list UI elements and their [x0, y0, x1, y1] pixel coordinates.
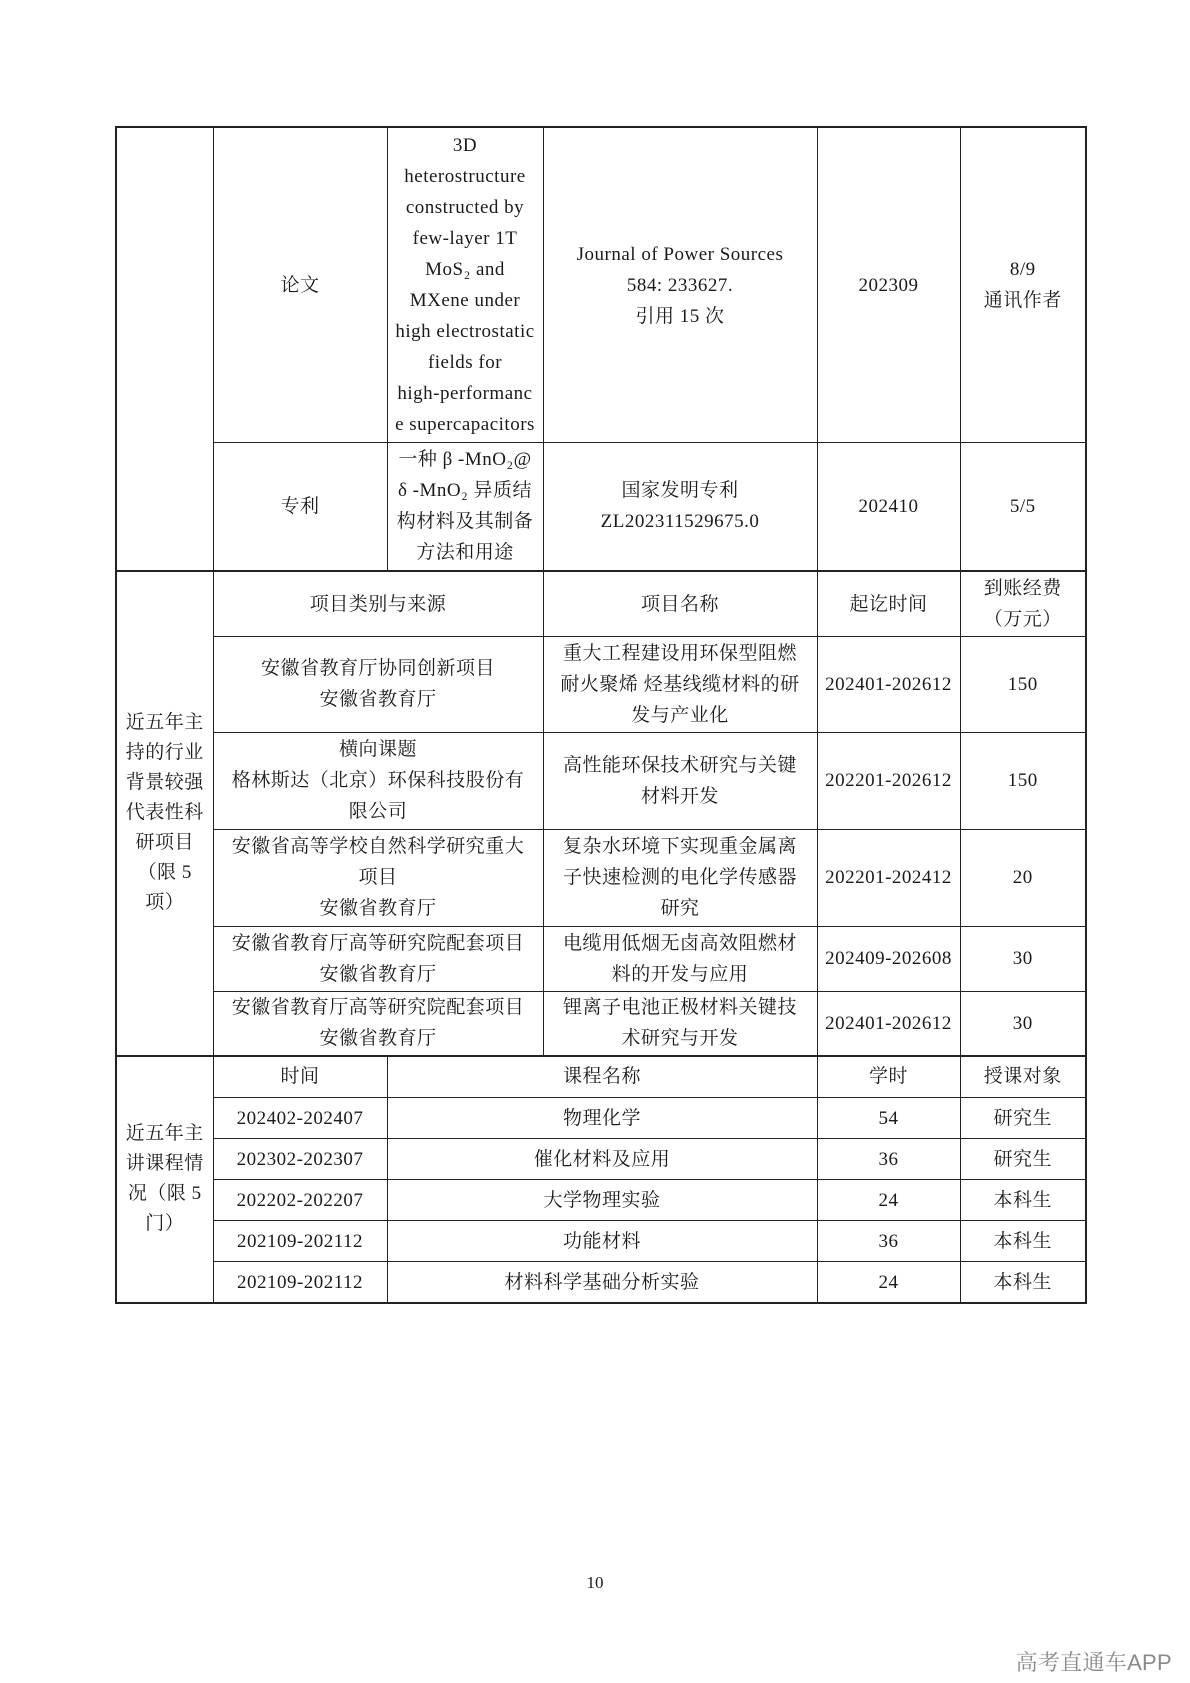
table-row: [116, 1180, 1086, 1221]
project-period: 202401-202612: [817, 991, 960, 1055]
project-funding: 150: [960, 637, 1086, 732]
course-name: 催化材料及应用: [387, 1139, 817, 1180]
project-period: 202409-202608: [817, 926, 960, 991]
projects-header-row: [116, 571, 1086, 637]
table-row: [116, 732, 1086, 829]
course-time: 202202-202207: [213, 1180, 387, 1221]
patent-row: [116, 443, 1086, 571]
project-funding: 30: [960, 926, 1086, 991]
paper-source: Journal of Power Sources 584: 233627. 引用 15 次: [543, 127, 817, 443]
table-row: [116, 1139, 1086, 1180]
course-audience: 研究生: [960, 1098, 1086, 1139]
project-name: 重大工程建设用环保型阻燃 耐火聚烯 烃基线缆材料的研 发与产业化: [543, 637, 817, 732]
table-row: [116, 1098, 1086, 1139]
courses-section-label: 近五年主 讲课程情 况（限 5 门）: [116, 1056, 213, 1303]
watermark: 高考直通车APP: [1015, 1650, 1172, 1675]
projects-section-label: 近五年主 持的行业 背景较强 代表性科 研项目 （限 5 项）: [116, 571, 213, 1056]
course-name: 大学物理实验: [387, 1180, 817, 1221]
project-funding: 30: [960, 991, 1086, 1055]
course-name: 功能材料: [387, 1221, 817, 1262]
course-hours: 24: [817, 1262, 960, 1303]
project-name: 高性能环保技术研究与关键 材料开发: [543, 732, 817, 829]
course-hours: 36: [817, 1139, 960, 1180]
header-course-hours: 学时: [817, 1056, 960, 1098]
project-category: 安徽省高等学校自然科学研究重大 项目 安徽省教育厅: [213, 829, 543, 926]
project-category: 安徽省教育厅高等研究院配套项目 安徽省教育厅: [213, 926, 543, 991]
table-row: [116, 637, 1086, 732]
header-project-period: 起讫时间: [817, 571, 960, 637]
course-time: 202302-202307: [213, 1139, 387, 1180]
table-row: [116, 1221, 1086, 1262]
course-time: 202402-202407: [213, 1098, 387, 1139]
course-audience: 本科生: [960, 1221, 1086, 1262]
page-number: 10: [586, 1573, 604, 1592]
header-course-audience: 授课对象: [960, 1056, 1086, 1098]
course-audience: 本科生: [960, 1180, 1086, 1221]
table-row: [116, 991, 1086, 1055]
project-category: 安徽省教育厅协同创新项目 安徽省教育厅: [213, 637, 543, 732]
project-period: 202401-202612: [817, 637, 960, 732]
patent-type: 专利: [213, 443, 387, 571]
course-name: 材料科学基础分析实验: [387, 1262, 817, 1303]
course-hours: 36: [817, 1221, 960, 1262]
patent-date: 202410: [817, 443, 960, 571]
table-row: [116, 829, 1086, 926]
patent-title: 一种 β -MnO₂@ δ -MnO₂ 异质结 构材料及其制备 方法和用途: [387, 443, 543, 571]
course-time: 202109-202112: [213, 1221, 387, 1262]
project-name: 锂离子电池正极材料关键技 术研究与开发: [543, 991, 817, 1055]
header-course-name: 课程名称: [387, 1056, 817, 1098]
paper-type: 论文: [213, 127, 387, 443]
achievements-table: [115, 126, 1087, 1304]
paper-rank: 8/9 通讯作者: [960, 127, 1086, 443]
project-period: 202201-202412: [817, 829, 960, 926]
header-course-time: 时间: [213, 1056, 387, 1098]
header-project-category: 项目类别与来源: [213, 571, 543, 637]
project-funding: 20: [960, 829, 1086, 926]
project-name: 复杂水环境下实现重金属离 子快速检测的电化学传感器 研究: [543, 829, 817, 926]
table-row: [116, 926, 1086, 991]
course-hours: 24: [817, 1180, 960, 1221]
course-time: 202109-202112: [213, 1262, 387, 1303]
course-hours: 54: [817, 1098, 960, 1139]
course-audience: 本科生: [960, 1262, 1086, 1303]
table-row: [116, 1262, 1086, 1303]
patent-rank: 5/5: [960, 443, 1086, 571]
output-section-label: [116, 127, 213, 571]
course-audience: 研究生: [960, 1139, 1086, 1180]
project-name: 电缆用低烟无卤高效阻燃材 料的开发与应用: [543, 926, 817, 991]
courses-header-row: [116, 1056, 1086, 1098]
header-project-name: 项目名称: [543, 571, 817, 637]
course-name: 物理化学: [387, 1098, 817, 1139]
paper-title: 3D heterostructure constructed by few-layer 1T MoS₂ and MXene under high electrostatic fields for high-performanc e supercapacitors: [387, 127, 543, 443]
patent-source: 国家发明专利 ZL202311529675.0: [543, 443, 817, 571]
paper-date: 202309: [817, 127, 960, 443]
paper-row: [116, 127, 1086, 443]
project-period: 202201-202612: [817, 732, 960, 829]
project-category: 安徽省教育厅高等研究院配套项目 安徽省教育厅: [213, 991, 543, 1055]
project-funding: 150: [960, 732, 1086, 829]
header-project-funding: 到账经费 （万元）: [960, 571, 1086, 637]
project-category: 横向课题 格林斯达（北京）环保科技股份有 限公司: [213, 732, 543, 829]
